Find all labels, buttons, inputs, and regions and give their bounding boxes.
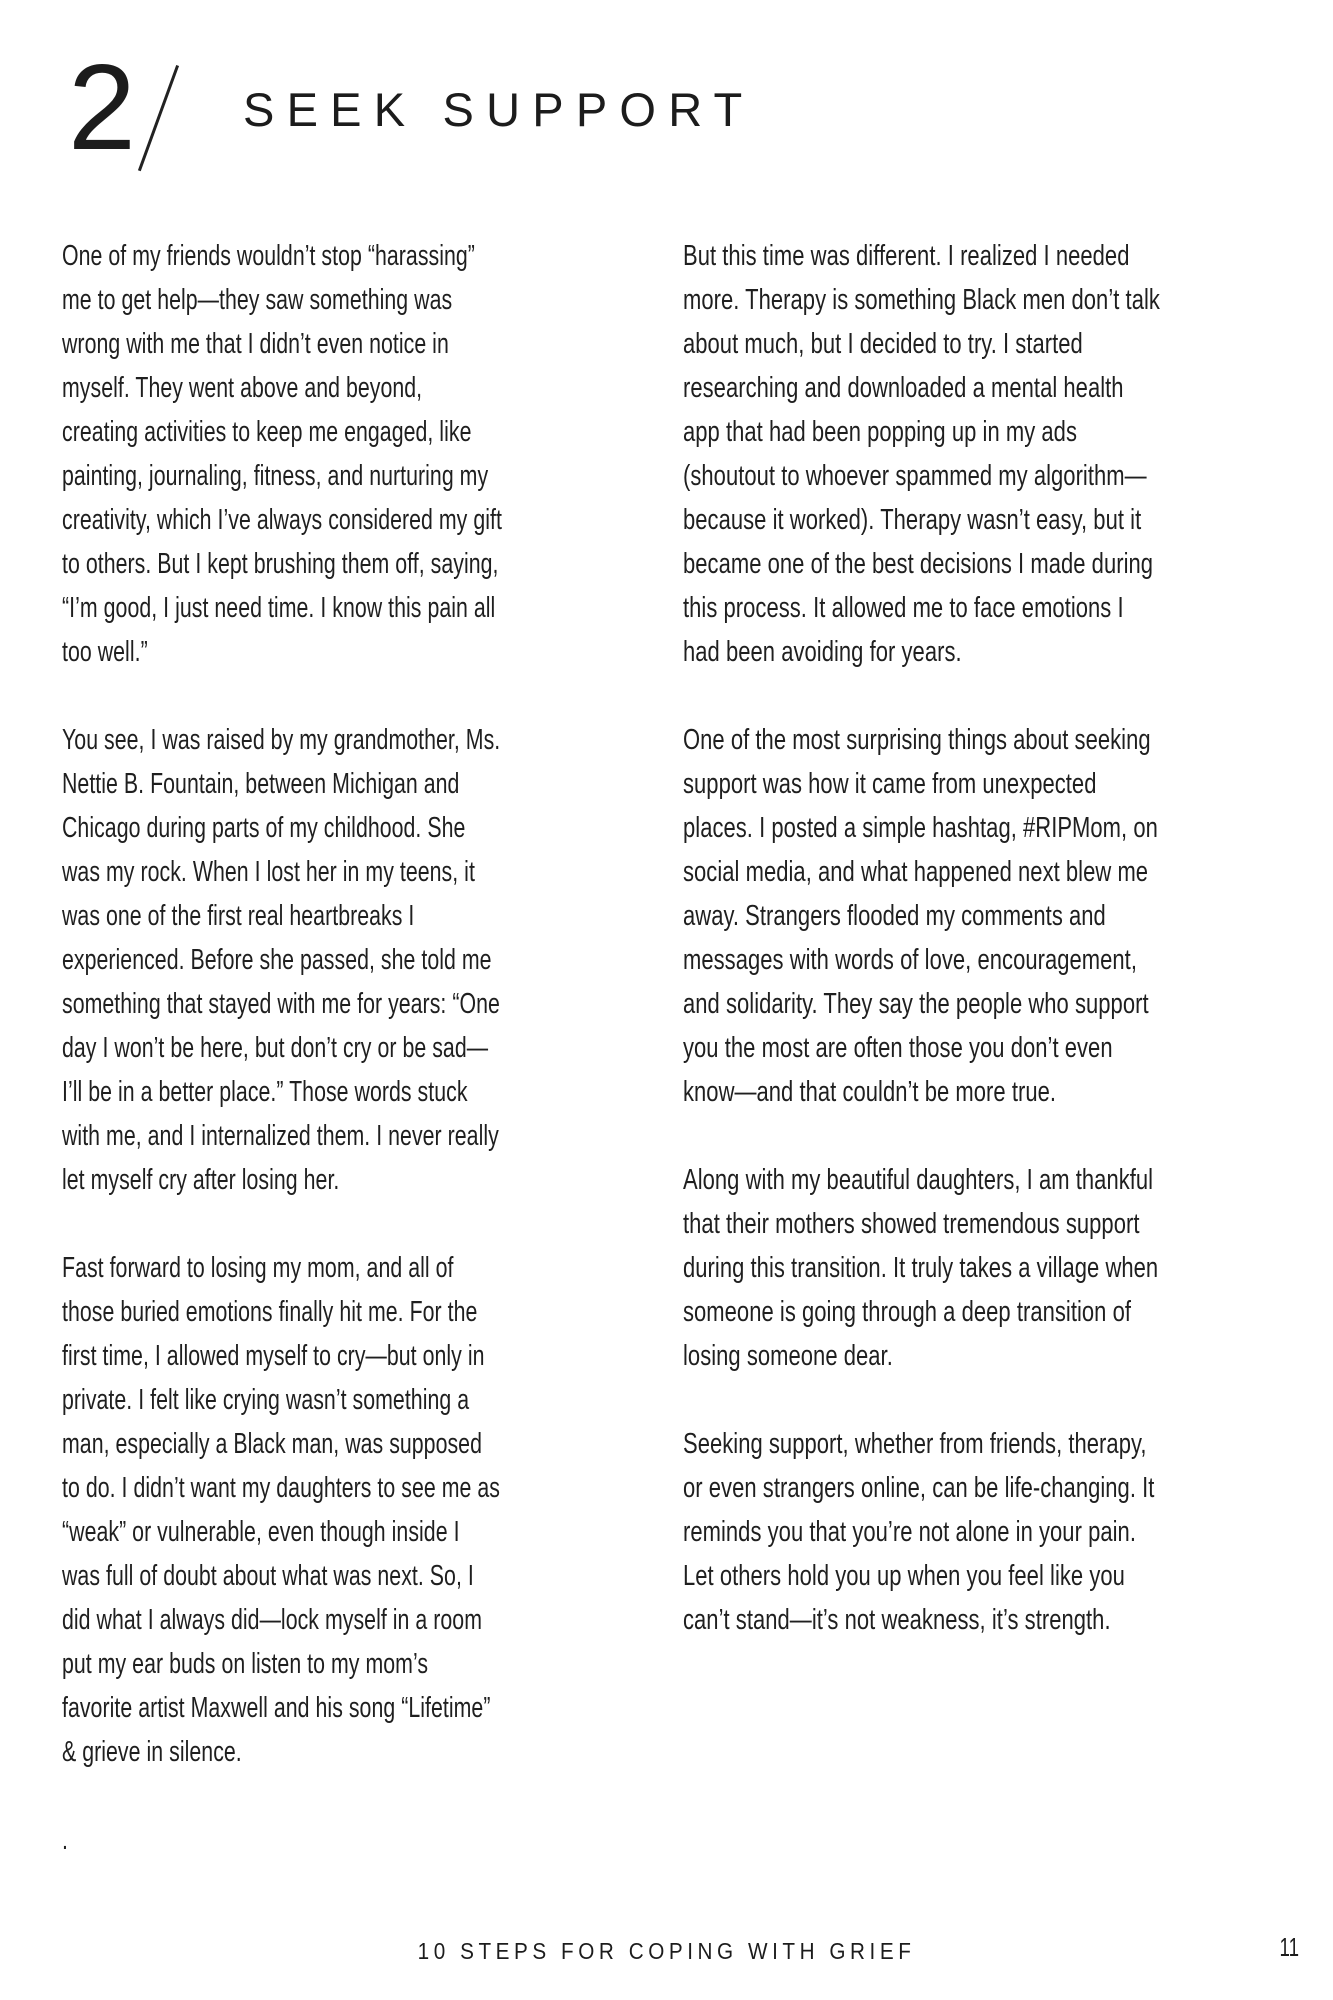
paragraph: You see, I was raised by my grandmother, Ms. Nettie B. Fountain, between Michigan and Chicago during parts of my childhood. She was my rock. When I lost her in my teens, it was one of the first real heartbreaks I experienced. Before she passed, she told me something that stayed with me for years: “One day I won’t be here, but don’t cry or be sad—I’ll be in a better place.” Those words stuck with me, and I internalized them. I never really let myself cry after losing her. bbox=[62, 724, 501, 1196]
page-number: 11 bbox=[1279, 1932, 1299, 1962]
page-footer bbox=[0, 1938, 1333, 1965]
footer-title: 10 STEPS FOR COPING WITH GRIEF bbox=[417, 1938, 916, 1964]
paragraph: One of the most surprising things about seeking support was how it came from unexpected places. I posted a simple hashtag, #RIPMom, on social media, and what happened next blew me away. Strangers flooded my comments and messages with words of love, encouragement, and solidarity. They say the people who support you the most are often those you don’t even know—and that couldn’t be more true. bbox=[683, 724, 1158, 1108]
chapter-title: SEEK SUPPORT bbox=[243, 83, 755, 136]
paragraph: Seeking support, whether from friends, therapy, or even strangers online, can be life-changing. It reminds you that you’re not alone in your pain. Let others hold you up when you feel like you can’t stand—it’s not weakness, it’s strength. bbox=[683, 1428, 1155, 1636]
chapter-header bbox=[0, 0, 1333, 200]
left-column bbox=[62, 234, 503, 1906]
paragraph: But this time was different. I realized I needed more. Therapy is something Black men don’t talk about much, but I decided to try. I started researching and downloaded a mental health app that had been popping up in my ads (shoutout to whoever spammed my algorithm—because it worked). Therapy wasn’t easy, but it became one of the best decisions I made during this process. It allowed me to face emotions I had been avoiding for years. bbox=[683, 240, 1160, 668]
right-column bbox=[683, 234, 1161, 1686]
paragraph: Along with my beautiful daughters, I am thankful that their mothers showed tremendous support during this transition. It truly takes a village when someone is going through a deep transition of losing someone dear. bbox=[683, 1164, 1159, 1372]
paragraph: Fast forward to losing my mom, and all of those buried emotions finally hit me. For the first time, I allowed myself to cry—but only in private. I felt like crying wasn’t something a man, especially a Black man, was supposed to do. I didn’t want my daughters to see me as “weak” or vulnerable, even though inside I was full of doubt about what was next. So, I did what I always did—lock myself in a room put my ear buds on listen to my mom’s favorite artist Maxwell and his song “Lifetime” & grieve in silence. bbox=[62, 1252, 500, 1768]
slash-divider bbox=[138, 65, 179, 171]
chapter-number: 2 bbox=[68, 39, 136, 175]
paragraph: One of my friends wouldn’t stop “harassing” me to get help—they saw something was wrong with me that I didn’t even notice in myself. They went above and beyond, creating activities to keep me engaged, like painting, journaling, fitness, and nurturing my creativity, which I’ve always considered my gift to others. But I kept brushing them off, saying, “I’m good, I just need time. I know this pain all too well.” bbox=[62, 240, 502, 668]
orphan-period: . bbox=[62, 1824, 68, 1856]
